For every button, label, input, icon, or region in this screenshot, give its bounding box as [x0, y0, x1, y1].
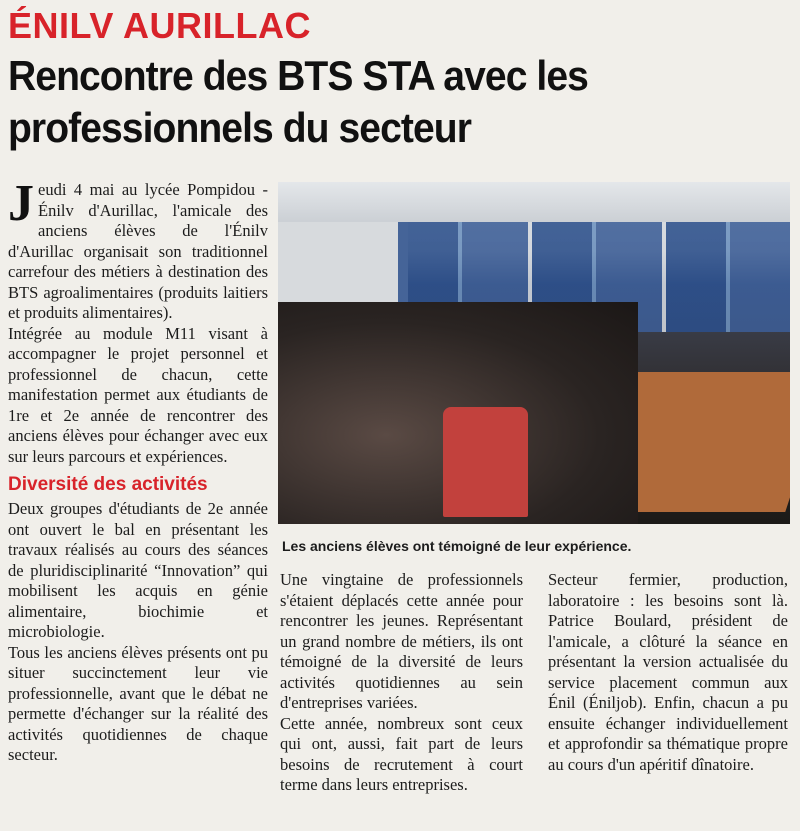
photo-caption: Les anciens élèves ont témoigné de leur expérience.: [282, 538, 632, 554]
paragraph-professionals: Une vingtaine de professionnels s'étaient déplacés cette année pour rencontrer les jeunes. Représentant un grand nombre de métiers, ils ont témoigné de la diversité de leurs activités quotidiennes au sein d'entreprises variées.: [280, 570, 523, 712]
paragraph-groups: Deux groupes d'étudiants de 2e année ont ouvert le bal en présentant les travaux réalisés au cours des séances de pluridisciplinarité “Innovation” qui mobilisent les acquis en génie alimentaire, biochimie et microbiologie.: [8, 499, 268, 641]
article-photo: [278, 182, 790, 524]
article-headline: Rencontre des BTS STA avec les professionnels du secteur: [8, 52, 588, 151]
drop-cap: J: [8, 175, 34, 232]
photo-red-chair: [443, 407, 528, 517]
paragraph-recruitment: Cette année, nombreux sont ceux qui ont, aussi, fait part de leurs besoins de recrutement à court terme dans leurs entreprises.: [280, 713, 523, 794]
article-column-3: [548, 570, 788, 775]
subheading: Diversité des activités: [8, 474, 208, 495]
section-kicker: ÉNILV AURILLAC: [8, 5, 311, 46]
article-column-1: [8, 175, 268, 766]
intro-text: eudi 4 mai au lycée Pompidou - Énilv d'Aurillac, l'amicale des anciens élèves de l'Énilv d'Aurillac organisait son traditionnel carrefour des métiers à destination des BTS agroalimentaires (produits laitiers et produits alimentaires).: [8, 180, 268, 322]
paragraph-closing: Secteur fermier, production, laboratoire : les besoins sont là. Patrice Boulard, président de l'amicale, a clôturé la séance en présentant la version actualisée du service placement commun aux Énil (Éniljob). Enfin, chacun a pu ensuite échanger individuellement et approfondir sa thématique propre au cours d'un apéritif dînatoire.: [548, 570, 788, 774]
article-column-2: [280, 570, 523, 796]
paragraph-module: Intégrée au module M11 visant à accompagner le projet personnel et professionnel de chacun, cette manifestation permet aux étudiants de 1re et 2e année de rencontrer des anciens élèves pour échanger avec eux sur leurs parcours et expériences.: [8, 323, 268, 466]
intro-paragraph: [8, 175, 268, 324]
paragraph-alumni: Tous les anciens élèves présents ont pu situer succinctement leur vie professionnelle, avant que le débat ne permette d'échanger sur la réalité des activités quotidiennes de chaque secteur.: [8, 642, 268, 764]
